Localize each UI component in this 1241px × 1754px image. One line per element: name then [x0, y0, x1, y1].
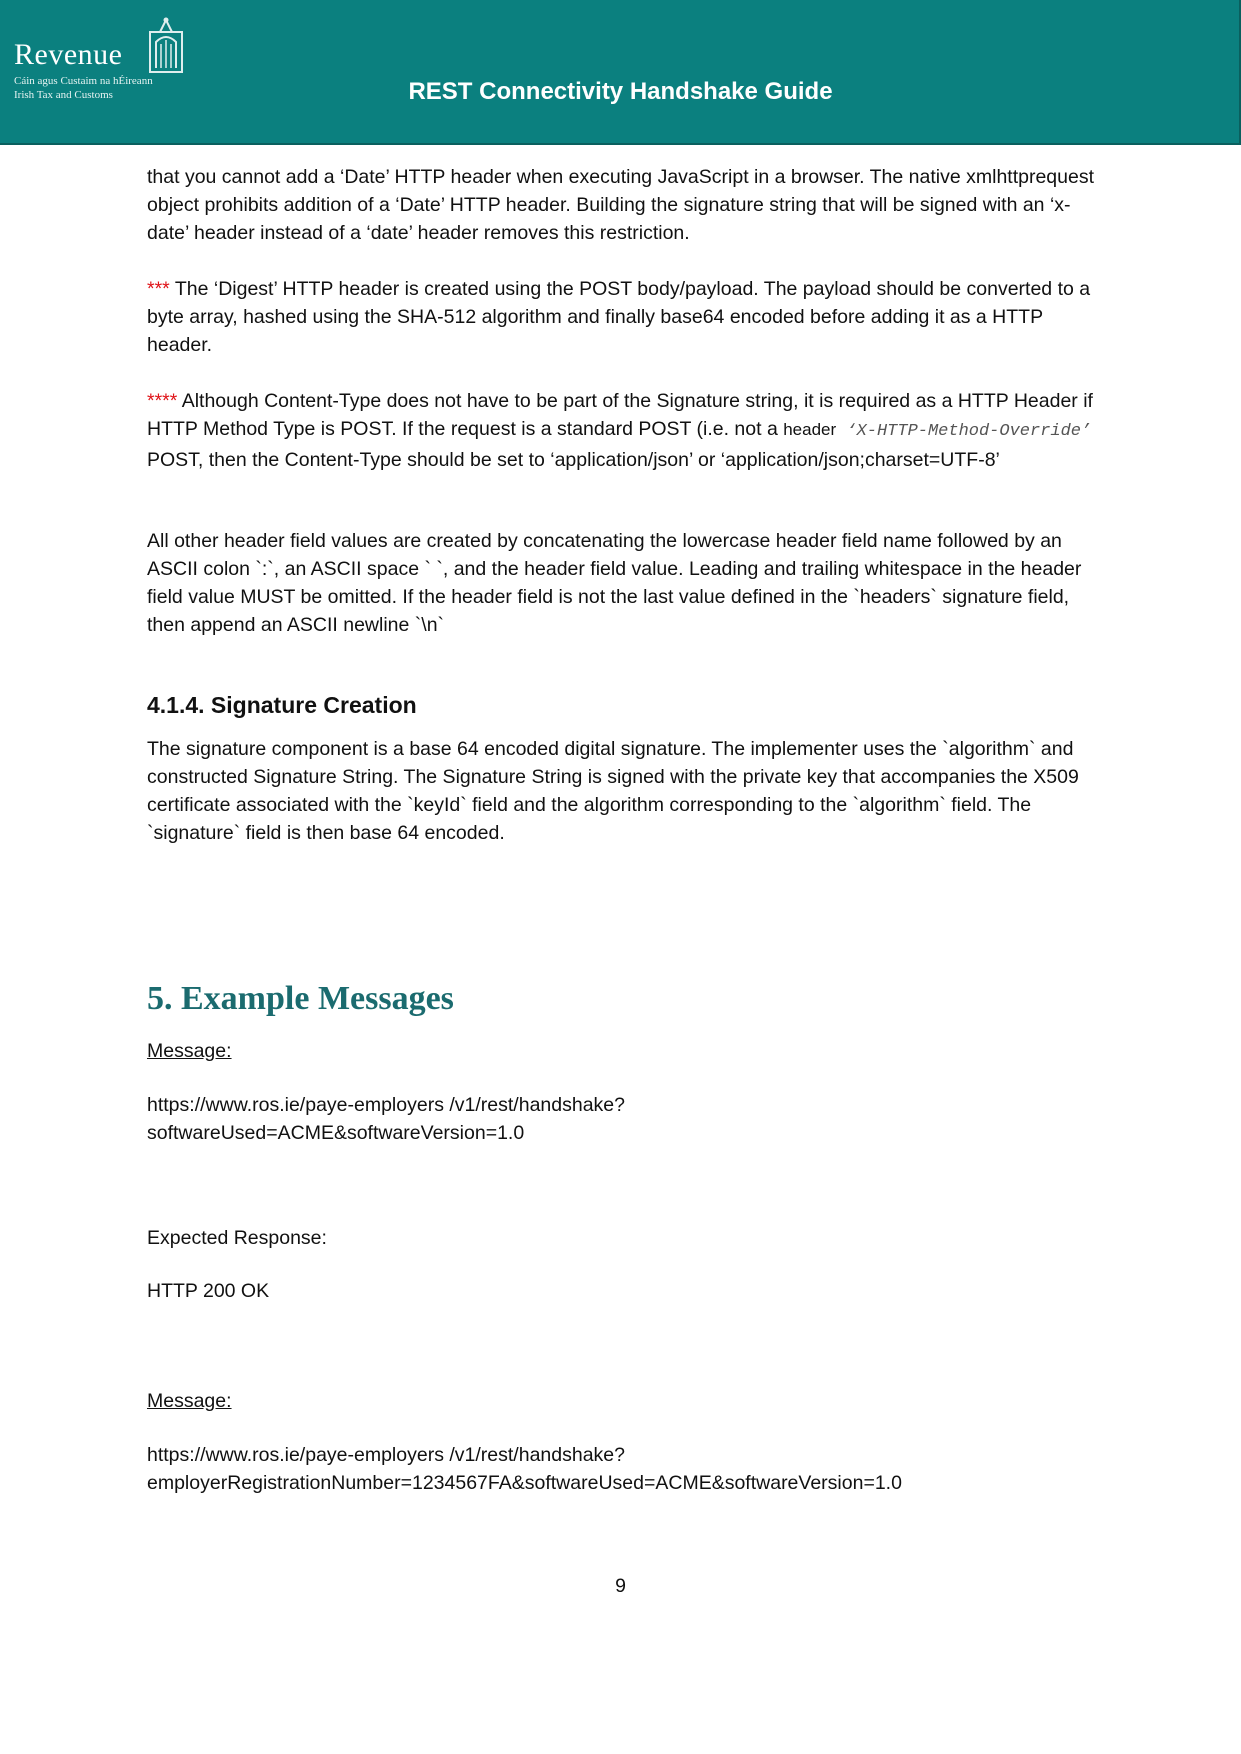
- section-heading-signature-creation: 4.1.4. Signature Creation: [147, 692, 417, 718]
- footnote-marker-4: ****: [147, 390, 178, 412]
- message-url-2-line-2: employerRegistrationNumber=1234567FA&softwareUsed=ACME&softwareVersion=1.0: [147, 1472, 902, 1494]
- logo-tagline-irish: Cáin agus Custaim na hÉireann: [14, 75, 153, 87]
- message-url-1-line-2: softwareUsed=ACME&softwareVersion=1.0: [147, 1122, 525, 1144]
- paragraph-date-header: that you cannot add a ‘Date’ HTTP header when executing JavaScript in a browser. The native xmlhttprequest object prohibits addition of a ‘Date’ HTTP header. Building the signature string that will be signed with an ‘x-date’ header instead of a ‘date’ header removes this restriction.: [147, 166, 1095, 244]
- message-label-1: Message:: [147, 1040, 232, 1062]
- paragraph-signature-creation: The signature component is a base 64 encoded digital signature. The implementer uses the `algorithm` and constructed Signature String. The Signature String is signed with the private key that accompanies the X509 certificate associated with the `keyId` field and the algorithm corresponding to the `algorithm` field. The `signature` field is then base 64 encoded.: [147, 738, 1079, 844]
- paragraph-content-type: [147, 387, 1097, 474]
- page-number: 9: [615, 1575, 626, 1597]
- harp-icon: [146, 16, 186, 74]
- expected-response-value: HTTP 200 OK: [147, 1280, 270, 1302]
- footnote-marker-3: ***: [147, 278, 170, 300]
- logo-tagline-english: Irish Tax and Customs: [14, 89, 113, 101]
- logo-name: Revenue: [14, 38, 123, 71]
- paragraph-header-values: All other header field values are created by concatenating the lowercase header field name followed by an ASCII colon `:`, an ASCII space ` `, and the header field value. Leading and trailing whitespace in the header field value MUST be omitted. If the header field is not the last value defined in the `headers` signature field, then append an ASCII newline `\n`: [147, 530, 1082, 636]
- message-url-2-line-1: https://www.ros.ie/paye-employers /v1/rest/handshake?: [147, 1444, 625, 1466]
- message-url-1-line-1: https://www.ros.ie/paye-employers /v1/rest/handshake?: [147, 1094, 625, 1116]
- page-header: [0, 0, 1241, 145]
- document-title: REST Connectivity Handshake Guide: [408, 78, 833, 105]
- paragraph-content-type-text-b: POST, then the Content-Type should be set to ‘application/json’ or ‘application/json;charset=UTF-8’: [147, 449, 1000, 471]
- section-heading-example-messages: 5. Example Messages: [147, 980, 454, 1017]
- message-label-2: Message:: [147, 1390, 232, 1412]
- paragraph-digest-header: [147, 275, 1097, 359]
- paragraph-content-type-text-a: Although Content-Type does not have to be part of the Signature string, it is required as a HTTP Header if HTTP Method Type is POST. If the request is a standard POST (i.e. not a: [147, 390, 1093, 440]
- method-override-code: ‘X-HTTP-Method-Override’: [836, 422, 1092, 441]
- expected-response-label: Expected Response:: [147, 1227, 327, 1249]
- paragraph-digest-text: The ‘Digest’ HTTP header is created using the POST body/payload. The payload should be converted to a byte array, hashed using the SHA-512 algorithm and finally base64 encoded before adding it as a HTTP header.: [147, 278, 1091, 356]
- header-word: header: [783, 420, 837, 439]
